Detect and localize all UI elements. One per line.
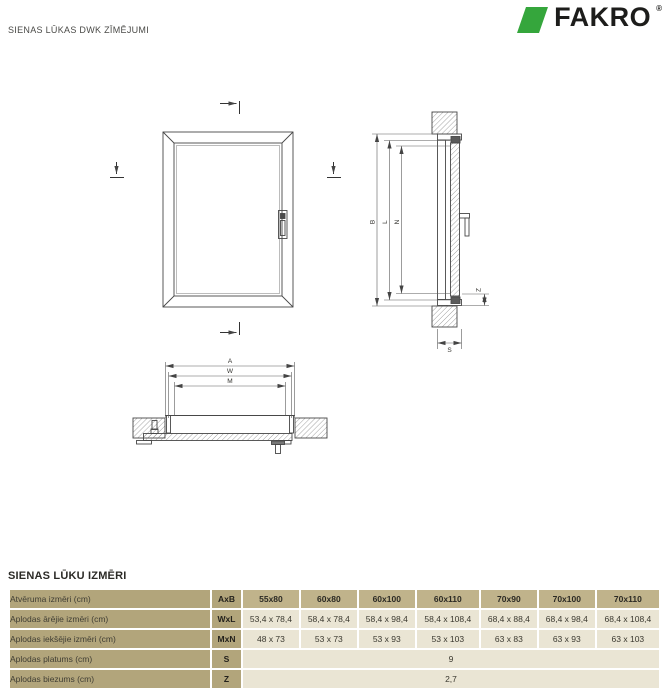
row-label: Aplodas platums (cm) (10, 650, 210, 668)
registered-mark: ® (656, 4, 662, 13)
section-marker-top (220, 101, 240, 114)
row-label: Aplodas biezums (cm) (10, 670, 210, 688)
cell: 60x80 (301, 590, 357, 608)
table-row (10, 650, 659, 668)
cell: 68,4 x 98,4 (539, 610, 595, 628)
row-label: Aplodas iekšējie izmēri (cm) (10, 630, 210, 648)
cell: 70x100 (539, 590, 595, 608)
cell: 53 x 73 (301, 630, 357, 648)
table-row (10, 610, 659, 628)
cell: 58,4 x 108,4 (417, 610, 479, 628)
cell: 63 x 83 (481, 630, 537, 648)
wall-top (432, 112, 457, 134)
cell: 53 x 103 (417, 630, 479, 648)
wall-right (295, 418, 327, 438)
table-row (10, 630, 659, 648)
cell: 53 x 93 (359, 630, 415, 648)
row-code: MxN (212, 630, 241, 648)
cell: 63 x 93 (539, 630, 595, 648)
cell: 68,4 x 88,4 (481, 610, 537, 628)
wall-bottom (432, 306, 457, 327)
cell: 70x110 (597, 590, 659, 608)
cell: 60x110 (417, 590, 479, 608)
row-label: Aplodas ārējie izmēri (cm) (10, 610, 210, 628)
cell-merged: 2,7 (243, 670, 659, 688)
section-marker-bottom (220, 322, 240, 335)
section-marker-left (110, 162, 124, 178)
row-code: WxL (212, 610, 241, 628)
side-section-view (432, 112, 470, 327)
table-row (10, 590, 659, 608)
dimensions-table (8, 588, 661, 690)
table-heading: SIENAS LŪKU IZMĒRI (8, 570, 127, 582)
row-code: AxB (212, 590, 241, 608)
dim-label-l: L (382, 220, 389, 224)
cell: 48 x 73 (243, 630, 299, 648)
front-handle (279, 211, 288, 239)
row-label: Atvēruma izmēri (cm) (10, 590, 210, 608)
cell: 60x100 (359, 590, 415, 608)
sash-plan (144, 434, 293, 441)
bottom-section-view (133, 416, 327, 454)
cell: 53,4 x 78,4 (243, 610, 299, 628)
dim-label-n: N (394, 219, 401, 225)
dim-label-z: Z (475, 288, 483, 292)
sash-section (451, 143, 460, 296)
cell: 55x80 (243, 590, 299, 608)
dim-label-m: M (227, 378, 233, 385)
section-marker-right (327, 162, 341, 178)
cell: 63 x 103 (597, 630, 659, 648)
dim-label-s: S (447, 347, 452, 354)
cell-merged: 9 (243, 650, 659, 668)
side-handle (460, 214, 470, 237)
row-code: S (212, 650, 241, 668)
plan-handle (272, 441, 285, 454)
dim-label-w: W (226, 368, 234, 375)
table-row (10, 670, 659, 688)
row-code: Z (212, 670, 241, 688)
page-title: SIENAS LŪKAS DWK ZĪMĒJUMI (8, 25, 150, 35)
section-markers (110, 101, 341, 335)
cell: 70x90 (481, 590, 537, 608)
front-view (163, 132, 293, 307)
cell: 58,4 x 98,4 (359, 610, 415, 628)
cell: 68,4 x 108,4 (597, 610, 659, 628)
side-dimensions (369, 134, 489, 349)
dim-label-a: A (227, 358, 233, 365)
fakro-wordmark: FAKRO (554, 2, 652, 32)
dim-label-b: B (369, 219, 377, 225)
cell: 58,4 x 78,4 (301, 610, 357, 628)
